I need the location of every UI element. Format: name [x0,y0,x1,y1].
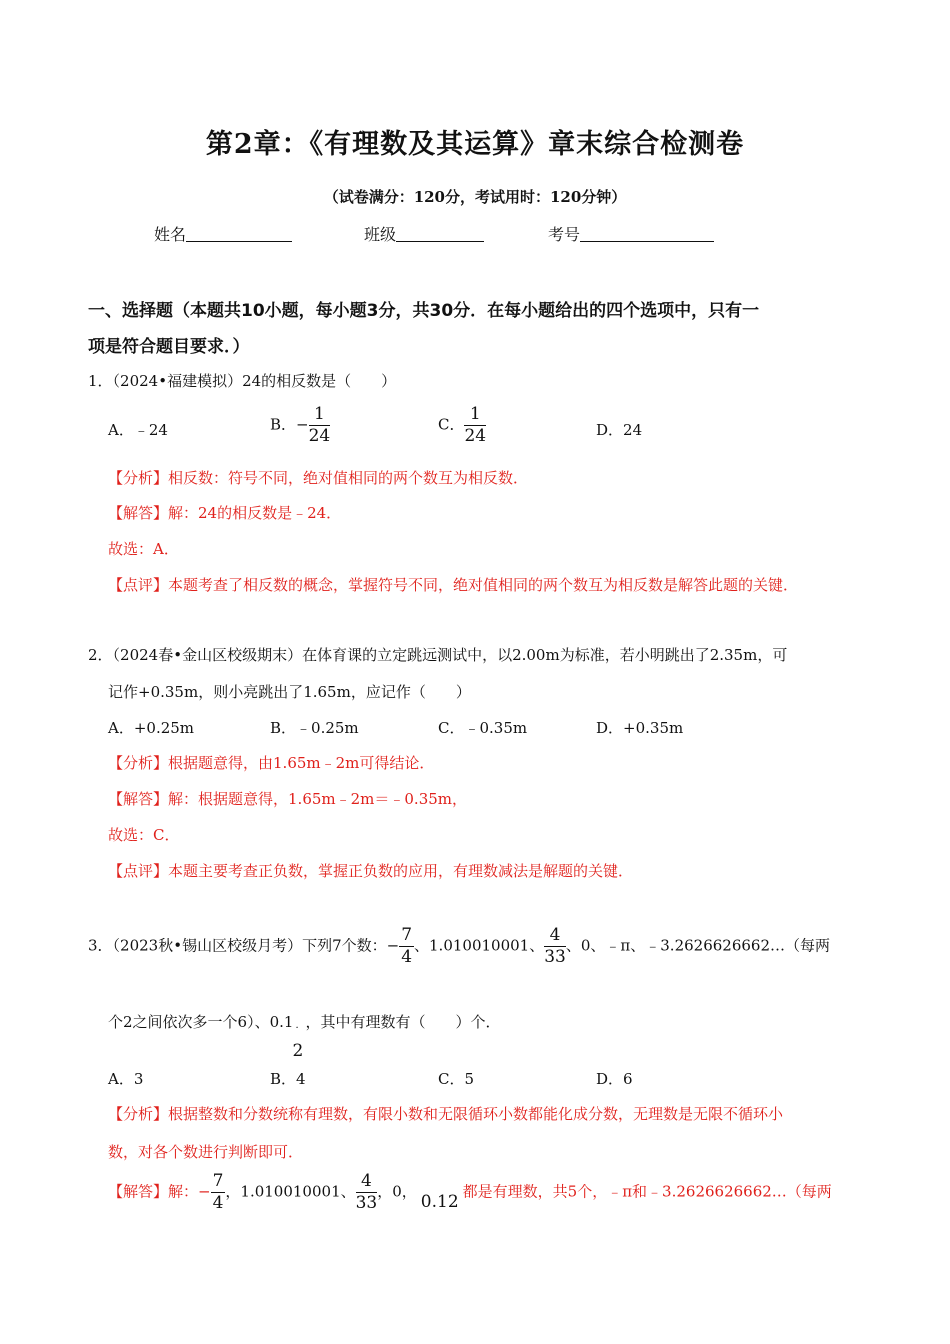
q1-option-c [438,406,486,445]
section-heading-line1: 一、选择题（本题共10小题，每小题3分，共30分．在每小题给出的四个选项中，只有一 [88,301,760,321]
q1-answer: 【解答】解：24的相反数是﹣24． [108,504,342,522]
exam-no-label: 考号 [548,225,581,244]
q3-option-d: D．6 [596,1070,633,1088]
fraction-numerator: 1 [464,406,486,426]
q1-option-b [270,406,330,445]
question-2-stem-line1: 2．（2024春•金山区校级期末）在体育课的立定跳远测试中，以2.00m为标准，若小明跳出了2.35m，可 [88,646,788,664]
q2-option-b: B．﹣0.25m [270,719,359,737]
question-3-stem-line2 [108,1011,501,1061]
q3-analysis-line1: 【分析】根据整数和分数统称有理数，有限小数和无限循环小数都能化成分数，无理数是无限不循环小 [108,1105,784,1123]
q1-option-c-fraction [464,406,486,445]
q1-option-d: D．24 [596,421,643,439]
repeat-dot: · [295,1023,299,1034]
class-label: 班级 [364,225,397,244]
q3-answer-mid1: ，1.010010001、 [225,1182,356,1201]
q1-analysis: 【分析】相反数：符号不同，绝对值相同的两个数互为相反数． [108,469,529,487]
q2-answer: 【解答】解：根据题意得，1.65m﹣2m＝﹣0.35m， [108,790,468,808]
fraction-denominator: 4 [212,1193,224,1213]
exam-info: （试卷满分：120分，考试用时：120分钟） [323,188,627,206]
name-field [154,222,292,245]
q3-fraction-neg-7-4 [399,927,414,966]
q2-comment: 【点评】本题主要考查正负数，掌握正负数的应用，有理数减法是解题的关键． [108,862,634,880]
name-label: 姓名 [154,225,187,244]
q1-comment: 【点评】本题考查了相反数的概念，掌握符号不同，绝对值相同的两个数互为相反数是解答此题的关键． [108,576,799,594]
fraction-denominator: 33 [544,947,566,967]
exam-no-blank [580,225,714,242]
q3-stem-mid1: 、1.010010001、 [414,936,545,955]
exam-no-field [548,222,714,245]
name-blank [186,225,292,242]
q1-option-c-label: C． [438,415,465,434]
q1-choice: 故选：A． [108,540,179,558]
q2-choice: 故选：C． [108,826,180,844]
q3-stem-line2-a: 个2之间依次多一个6）、0.1 [108,1013,294,1031]
fraction-denominator: 24 [308,426,331,446]
fraction-numerator: 4 [544,927,566,947]
q2-option-d: D．+0.35m [596,719,684,737]
q1-option-a: A．﹣24 [108,421,168,439]
class-blank [396,225,484,242]
fraction-numerator: 7 [212,1171,224,1191]
section-heading-line2: 项是符合题目要求．） [88,337,250,357]
class-field [364,222,484,245]
page-title: 第2章：《有理数及其运算》章末综合检测卷 [205,129,745,160]
q3-option-c: C．5 [438,1070,475,1088]
q2-option-a: A．+0.25m [108,719,195,737]
q3-answer-prefix: 【解答】解：− [108,1182,211,1201]
question-1-stem: 1．（2024•福建模拟）24的相反数是（ ） [88,372,397,390]
question-2-stem-line2: 记作+0.35m，则小亮跳出了1.65m，应记作（ ） [108,683,471,701]
q3-stem-mid2: 、0、﹣π、﹣3.2626626662…（每两 [565,936,831,955]
q3-answer-mid2: ，0， [377,1182,417,1201]
q2-option-c: C．﹣0.35m [438,719,528,737]
repeat-digit: 2 [292,1041,304,1061]
q3-answer-tail: 都是有理数，共5个，﹣π和﹣3.2626626662…（每两 [462,1182,832,1201]
q3-analysis-line2: 数，对各个数进行判断即可． [108,1143,304,1161]
fraction-numerator: 4 [356,1173,378,1193]
q3-option-a: A．3 [108,1070,144,1088]
question-3-stem-line1 [88,927,830,966]
q3-option-b: B．4 [270,1070,306,1088]
q1-option-b-label: B．− [270,415,309,434]
q3-answer-fraction-7-4 [211,1173,226,1212]
q3-fraction-4-33 [544,927,566,966]
fraction-numerator: 7 [401,925,413,945]
q3-answer-fraction-4-33 [356,1173,378,1212]
q3-answer [108,1173,832,1212]
q3-answer-decimal: 0.12 [420,1191,459,1212]
q3-stem-prefix: 3．（2023秋•锡山区校级月考）下列7个数：− [88,936,400,955]
q3-stem-line2-b: ，其中有理数有（ ）个． [305,1013,501,1031]
q2-analysis: 【分析】根据题意得，由1.65m﹣2m可得结论． [108,754,435,772]
fraction-denominator: 33 [355,1193,378,1213]
fraction-denominator: 4 [401,947,413,967]
q1-option-b-fraction [309,406,331,445]
fraction-denominator: 24 [464,426,487,446]
fraction-numerator: 1 [309,406,331,426]
